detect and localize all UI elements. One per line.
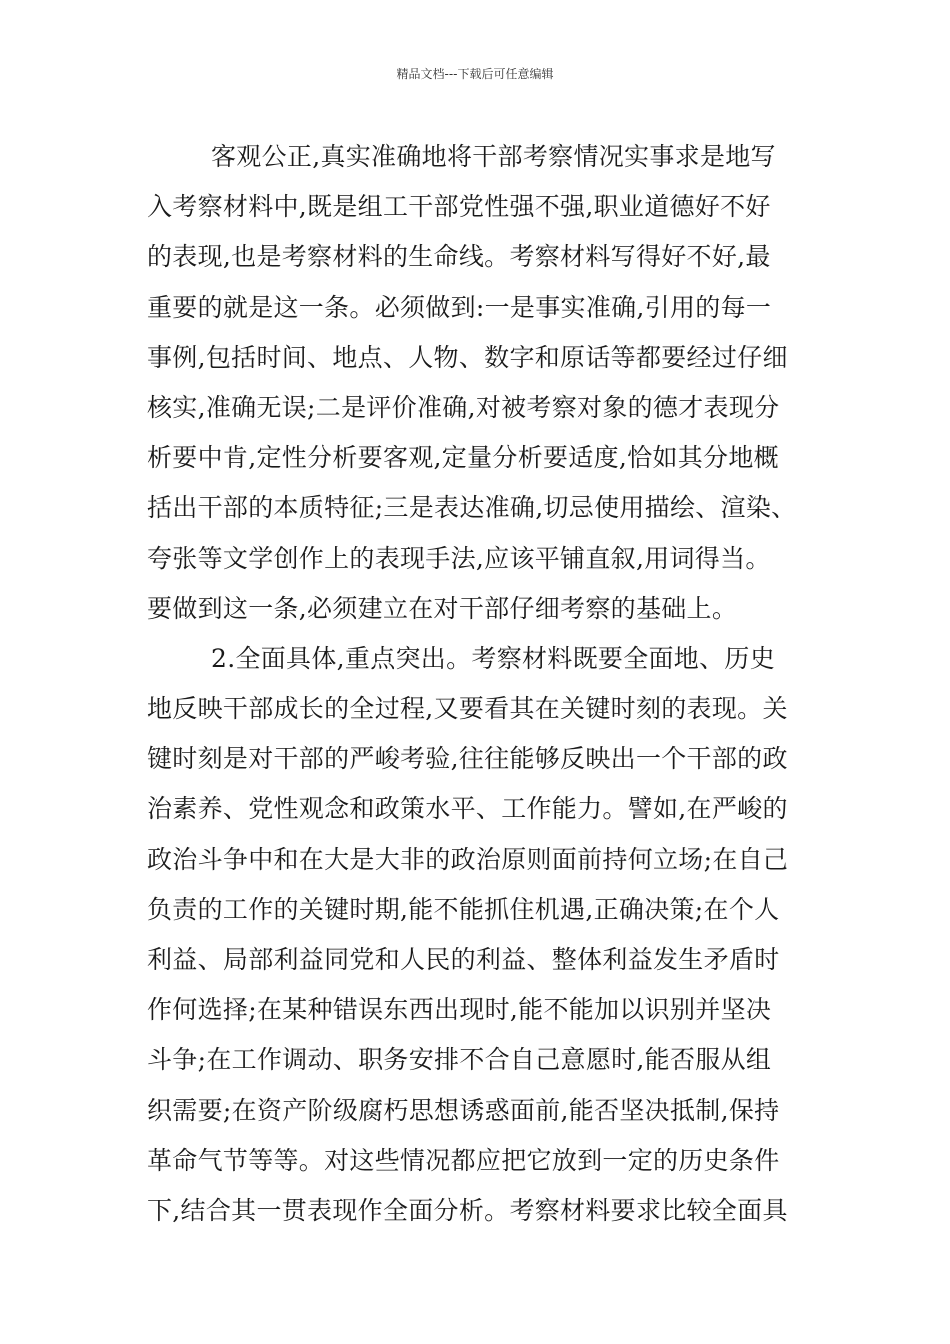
paragraph-line: 事例,包括时间、地点、人物、数字和原话等都要经过仔细	[147, 342, 788, 372]
paragraph-line: 政治斗争中和在大是大非的政治原则面前持何立场;在自己	[147, 844, 789, 874]
paragraph-line: 作何选择;在某种错误东西出现时,能不能加以识别并坚决	[147, 995, 772, 1025]
paragraph-line: 下,结合其一贯表现作全面分析。考察材料要求比较全面具	[147, 1195, 788, 1225]
paragraph-line: 客观公正,真实准确地将干部考察情况实事求是地写	[211, 142, 776, 171]
paragraph-line: 斗争;在工作调动、职务安排不合自己意愿时,能否服从组	[147, 1045, 772, 1075]
paragraph-line: 织需要;在资产阶级腐朽思想诱惑面前,能否坚决抵制,保持	[147, 1095, 780, 1125]
paragraph-line: 析要中肯,定性分析要客观,定量分析要适度,恰如其分地概	[147, 443, 779, 473]
page-header: 精品文档---下载后可任意编辑	[396, 67, 554, 81]
paragraph-line: 地反映干部成长的全过程,又要看其在关键时刻的表现。关	[147, 694, 788, 724]
paragraph-line: 夸张等文学创作上的表现手法,应该平铺直叙,用词得当。	[147, 543, 771, 573]
paragraph-line: 要做到这一条,必须建立在对干部仔细考察的基础上。	[147, 593, 738, 623]
paragraph-line: 负责的工作的关键时期,能不能抓住机遇,正确决策;在个人	[147, 894, 780, 924]
paragraph-line: 括出干部的本质特征;三是表达准确,切忌使用描绘、渲染、	[147, 493, 797, 523]
body-text	[147, 132, 827, 1236]
paragraph-line: 入考察材料中,既是组工干部党性强不强,职业道德好不好	[147, 192, 771, 222]
paragraph-line: 的表现,也是考察材料的生命线。考察材料写得好不好,最	[147, 242, 771, 272]
paragraph-line: 核实,准确无误;二是评价准确,对被考察对象的德才表现分	[147, 392, 780, 422]
paragraph-line: 键时刻是对干部的严峻考验,往往能够反映出一个干部的政	[147, 744, 788, 774]
paragraph-line: 2.全面具体,重点突出。考察材料既要全面地、历史	[211, 643, 776, 673]
paragraph-line: 治素养、党性观念和政策水平、工作能力。譬如,在严峻的	[147, 794, 788, 824]
paragraph-line: 革命气节等等。对这些情况都应把它放到一定的历史条件	[147, 1145, 780, 1175]
paragraph-line: 利益、局部利益同党和人民的利益、整体利益发生矛盾时	[147, 945, 780, 974]
paragraph-line: 重要的就是这一条。必须做到:一是事实准确,引用的每一	[147, 292, 772, 322]
